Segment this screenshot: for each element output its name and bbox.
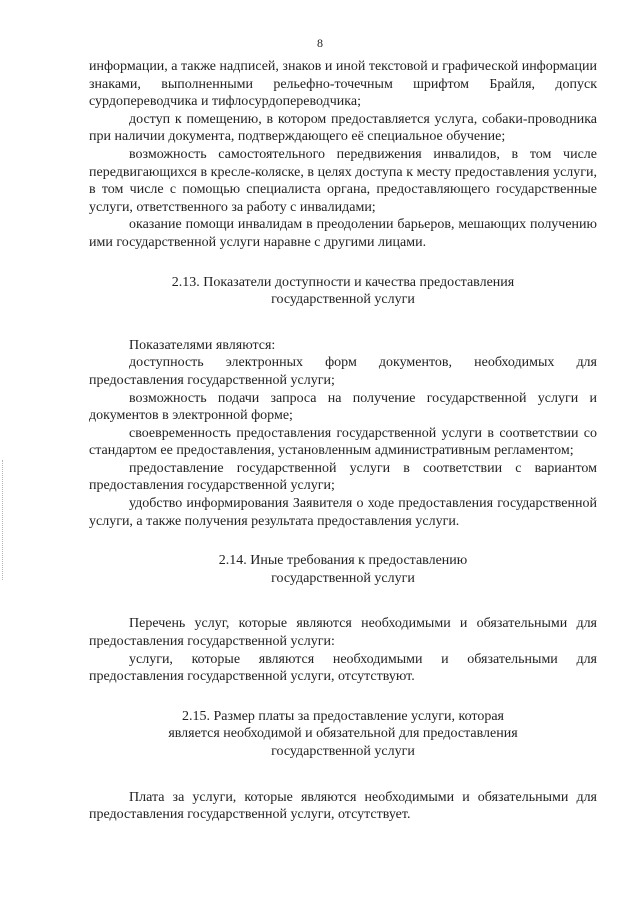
paragraph: возможность самостоятельного передвижения инвалидов, в том числе передвигающихся в кресле-коляске, в целях доступа к месту предоставления услуги, в том числе с помощью специалиста органа, предоставляющего государственные услуги, ответственного за работу с инвалидами;: [89, 146, 597, 215]
paragraph: доступ к помещению, в котором предоставляется услуга, собаки-проводника при наличии документа, подтверждающего её специальное обучение;: [89, 111, 597, 145]
section-heading-2-14: [89, 552, 597, 587]
heading-line: 2.15. Размер платы за предоставление услуги, которая: [182, 708, 504, 724]
heading-line: государственной услуги: [271, 292, 415, 308]
scan-edge-mark: [2, 460, 4, 580]
paragraph: доступность электронных форм документов, необходимых для предоставления государственной услуги;: [89, 355, 597, 388]
paragraph: информации, а также надписей, знаков и иной текстовой и графической информации знаками, выполненными рельефно-точечным шрифтом Брайля, допуск сурдопереводчика и тифлосурдопереводчика;: [89, 59, 597, 110]
heading-line: является необходимой и обязательной для предоставления: [168, 726, 518, 742]
paragraph: оказание помощи инвалидам в преодолении барьеров, мешающих получению ими государственной услуги наравне с другими лицами.: [89, 217, 597, 250]
page-number: 8: [317, 36, 323, 50]
paragraph: услуги, которые являются необходимыми и обязательными для предоставления государственной услуги, отсутствуют.: [89, 651, 597, 685]
paragraph: возможность подачи запроса на получение государственной услуги и документов в электронной форме;: [89, 390, 597, 424]
paragraph: Показателями являются:: [129, 337, 276, 353]
section-heading-2-13: [89, 274, 597, 309]
paragraph: Перечень услуг, которые являются необходимыми и обязательными для предоставления государственной услуги:: [89, 616, 597, 650]
heading-line: 2.13. Показатели доступности и качества предоставления: [171, 274, 515, 290]
paragraph: удобство информирования Заявителя о ходе предоставления государственной услуги, а также получения результата предоставления услуги.: [89, 496, 597, 529]
heading-line: государственной услуги: [271, 744, 415, 759]
paragraph: своевременность предоставления государственной услуги в соответствии со стандартом ее предоставления, установленным административным регламентом;: [89, 425, 597, 459]
heading-line: государственной услуги: [271, 570, 415, 586]
paragraph: предоставление государственной услуги в соответствии с вариантом предоставления государственной услуги;: [89, 460, 597, 494]
section-heading-2-15: [89, 708, 597, 761]
heading-line: 2.14. Иные требования к предоставлению: [218, 553, 468, 569]
paragraph: Плата за услуги, которые являются необходимыми и обязательными для предоставления государственной услуги, отсутствует.: [89, 789, 597, 823]
document-body: [89, 58, 597, 824]
